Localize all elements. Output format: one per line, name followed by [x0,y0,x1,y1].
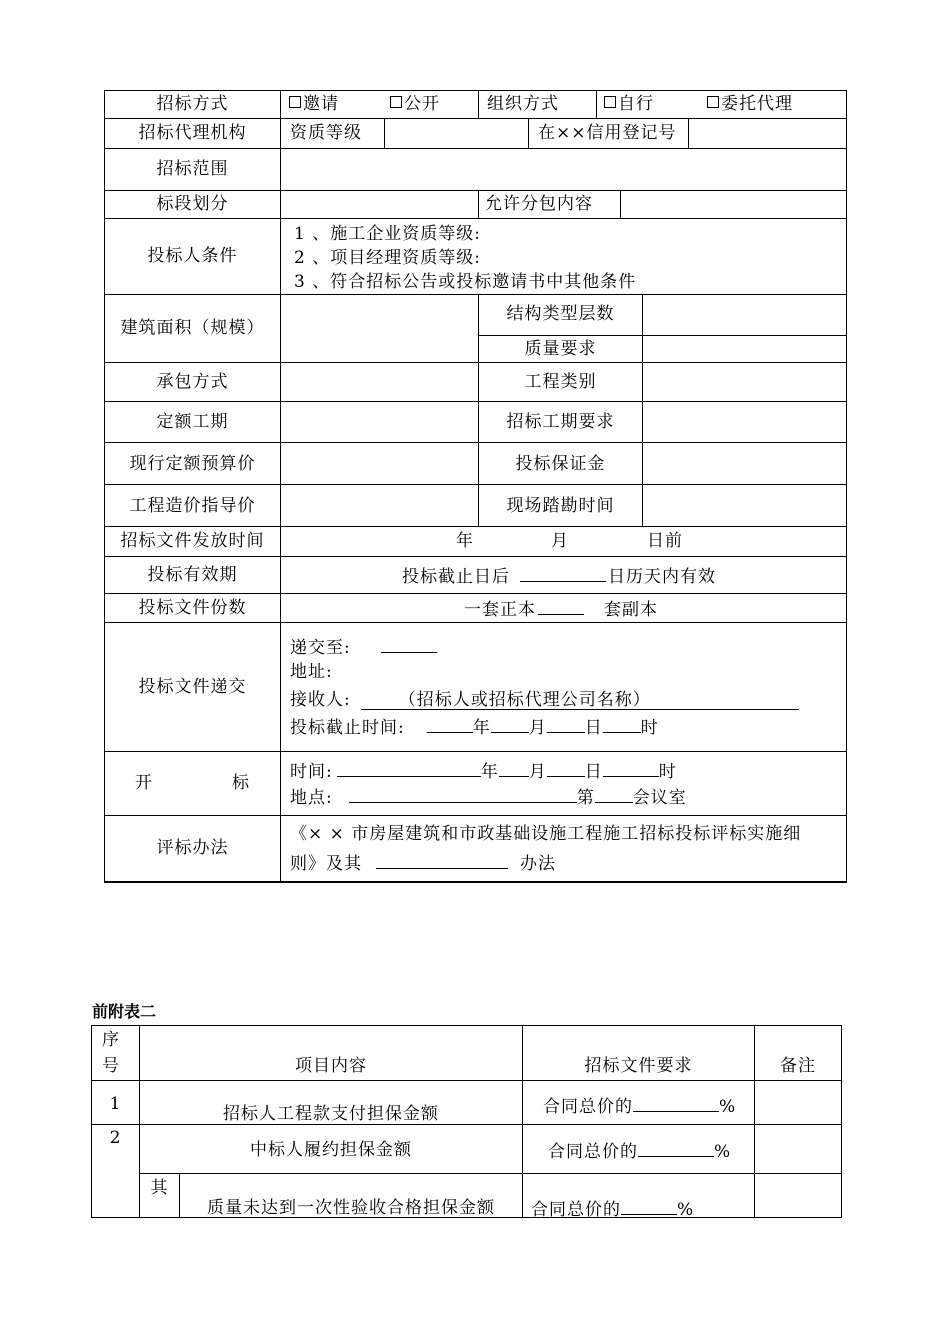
option-agent[interactable]: 委托代理 [707,94,793,114]
copies-blank[interactable] [538,598,584,615]
issue-month: 月 [551,531,569,551]
label-quality: 质量要求 [524,339,597,359]
label-open-b: 标 [232,773,250,793]
row-seq: 2 [109,1128,122,1148]
row-requirement: 合同总价的 % [531,1200,695,1220]
label-submit: 投标文件递交 [138,677,247,697]
bidder-condition-3: 3 、符合招标公告或投标邀请书中其他条件 [294,272,637,292]
option-self[interactable]: 自行 [604,94,654,114]
label-site-survey: 现场踏勘时间 [506,496,615,516]
label-credit-no: 在××信用登记号 [538,123,677,143]
issue-day-before: 日前 [647,531,683,551]
label-bid-deposit: 投标保证金 [515,454,606,474]
submit-to-blank[interactable] [381,636,437,653]
label-scope: 招标范围 [156,159,229,179]
label-duration-req: 招标工期要求 [506,412,615,432]
copies-text: 一套正本 套副本 [464,600,658,620]
validity-text: 投标截止日后 日历天内有效 [402,567,716,587]
label-structure: 结构类型层数 [506,304,615,324]
label-section: 标段划分 [156,194,229,214]
label-open-a: 开 [135,773,153,793]
evaluation-line-1: 《× × 市房屋建筑和市政基础设施工程施工招标投标评标实施细 [290,824,802,844]
option-public[interactable]: 公开 [390,94,440,114]
evaluation-line-2: 则》及其 办法 [290,854,556,874]
header-seq-b: 号 [102,1056,120,1076]
label-quota-duration: 定额工期 [156,412,229,432]
checkbox-icon [289,96,301,108]
label-guide-price: 工程造价指导价 [129,496,256,516]
submit-to: 递交至: [290,636,437,658]
header-item: 项目内容 [295,1056,367,1076]
label-org-method: 组织方式 [487,94,559,114]
label-validity: 投标有效期 [147,565,238,585]
row-item: 中标人履约担保金额 [250,1140,412,1160]
label-bidder-conditions: 投标人条件 [147,246,238,266]
table2-title: 前附表二 [92,1002,157,1021]
label-subcontract: 允许分包内容 [485,194,593,214]
submit-address: 地址: [290,662,333,682]
label-copies: 投标文件份数 [138,598,247,618]
header-note: 备注 [780,1056,816,1076]
header-requirement: 招标文件要求 [584,1056,693,1076]
submit-receiver: 接收人: （招标人或招标代理公司名称） [290,690,799,710]
issue-year: 年 [456,531,474,551]
checkbox-icon [604,96,616,108]
row-requirement: 合同总价的 % [543,1097,737,1117]
row-item: 招标人工程款支付担保金额 [223,1104,439,1124]
label-contract-method: 承包方式 [156,372,229,392]
bidder-condition-2: 2 、项目经理资质等级: [294,248,481,268]
label-qualification: 资质等级 [290,123,362,143]
open-place: 地点: 第 会议室 [290,788,687,808]
checkbox-icon [707,96,719,108]
header-seq-a: 序 [102,1030,120,1050]
label-evaluation: 评标办法 [156,838,229,858]
open-time: 时间: 年 月 日 时 [290,762,677,782]
label-issue-time: 招标文件发放时间 [120,531,265,551]
row-item: 质量未达到一次性验收合格担保金额 [207,1198,495,1218]
label-bid-method: 招标方式 [156,94,229,114]
submit-deadline: 投标截止时间: 年 月 日 时 [290,718,659,738]
validity-days-blank[interactable] [520,565,606,582]
label-project-category: 工程类别 [524,372,597,392]
evaluation-blank[interactable] [376,852,508,869]
row-seq: 1 [109,1094,122,1114]
label-agency: 招标代理机构 [138,123,247,143]
row-sub-label: 其 [150,1178,169,1198]
label-area: 建筑面积（规模） [120,318,265,338]
row-requirement: 合同总价的 % [548,1142,732,1162]
label-budget-price: 现行定额预算价 [129,454,256,474]
bidder-condition-1: 1 、施工企业资质等级: [294,224,481,244]
checkbox-icon [390,96,402,108]
option-invite[interactable]: 邀请 [289,94,339,114]
receiver-blank[interactable]: （招标人或招标代理公司名称） [361,690,799,710]
